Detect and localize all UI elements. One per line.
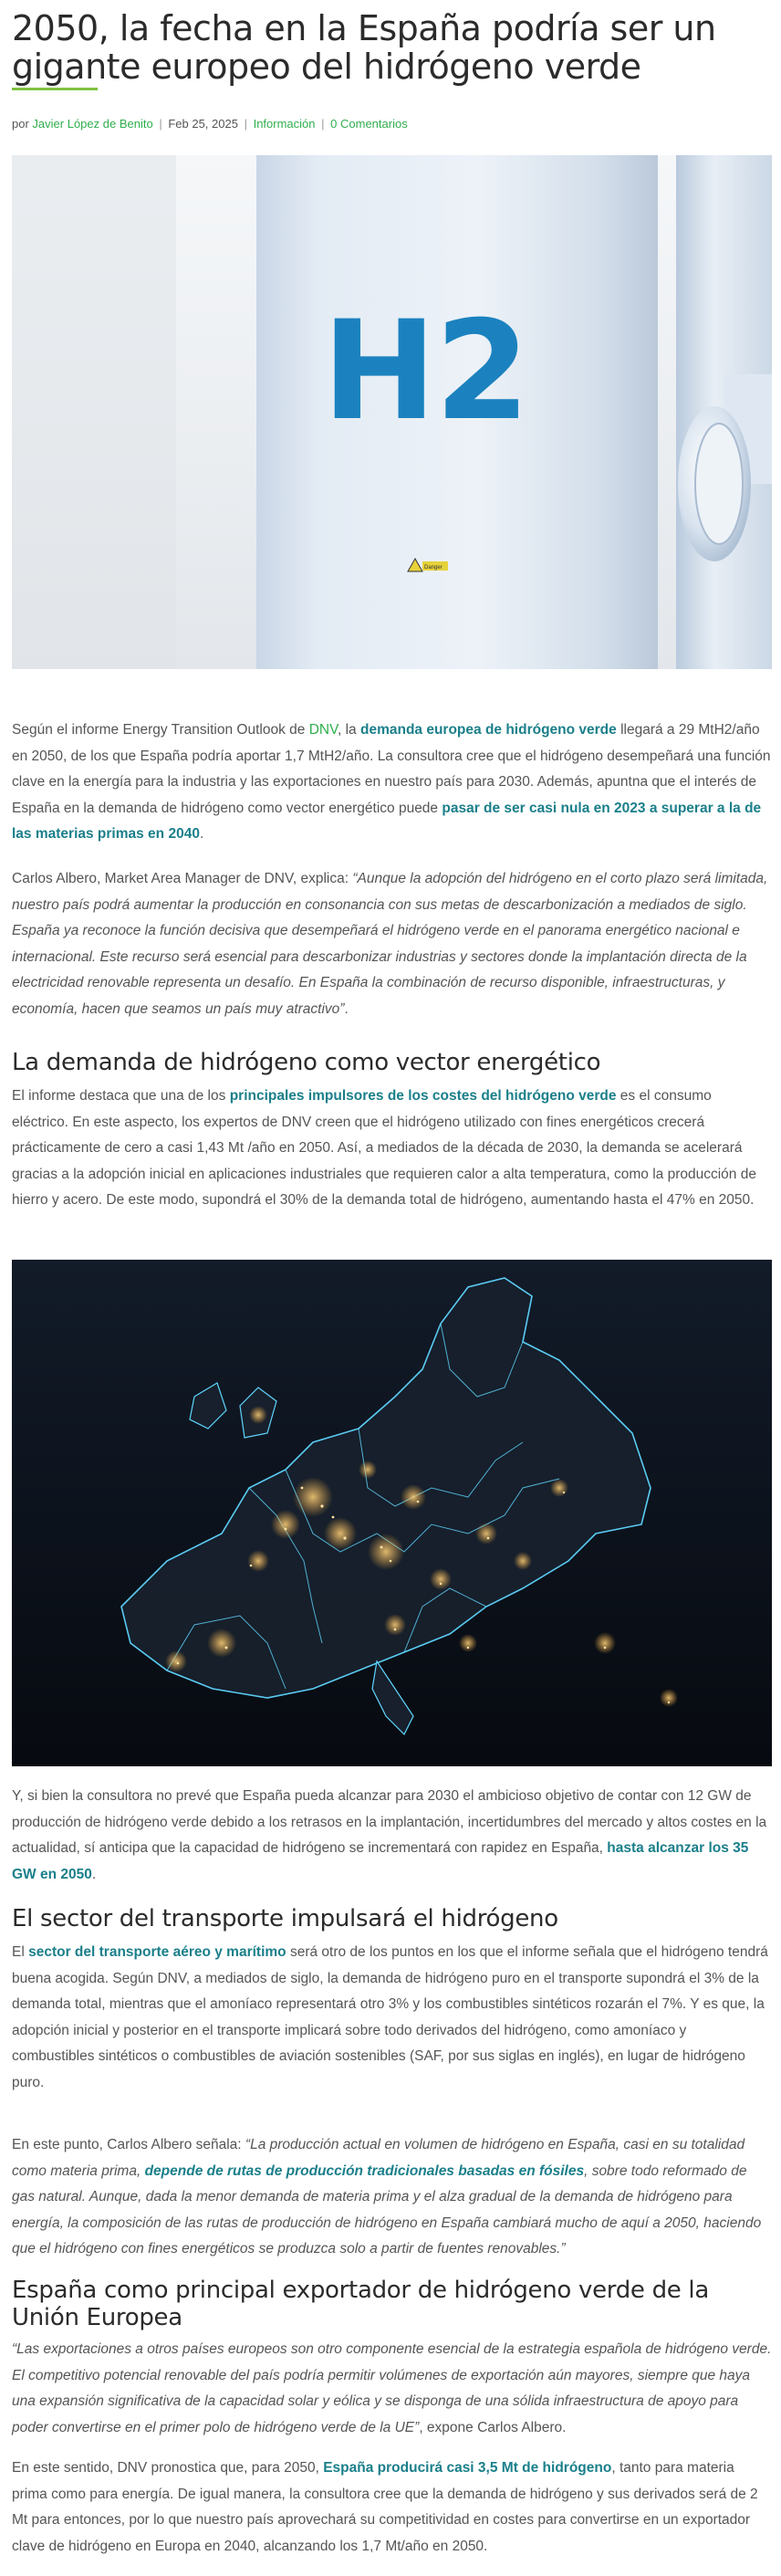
text: . [199,826,204,842]
heading-export: España como principal exportador de hidrógeno verde de la Unión Europea [12,2277,709,2331]
meta-by: por [12,117,29,131]
author-link[interactable]: Javier López de Benito [32,117,153,131]
paragraph-production [12,2456,772,2560]
post-date: Feb 25, 2025 [168,117,238,131]
paragraph-fossil-routes [12,2132,772,2263]
heading-transport: El sector del transporte impulsará el hidrógeno [12,1905,558,1932]
danger-label-text: Danger [424,565,443,571]
quote-text: “La producción actual en volumen de hidrógeno en España, casi en su totalidad como materia prima, [12,2137,745,2179]
europe-map-illustration [12,1260,772,1766]
highlight-text: sector del transporte aéreo y marítimo [28,1944,286,1960]
text: Carlos Albero, Market Area Manager de DNV, explica: [12,871,353,886]
highlight-text: depende de rutas de producción tradicionales basadas en fósiles [144,2162,585,2179]
highlight-text: España producirá casi 3,5 Mt de hidrógeno [323,2460,612,2476]
comments-link[interactable]: 0 Comentarios [330,117,408,131]
highlight-text: demanda europea de hidrógeno verde [359,722,617,738]
text: , tanto para materia prima como para energía. De igual manera, la consultora cree que la demanda de hidrógeno y sus derivados será de 2 Mt para entonces, por lo que nuestro país aprovechará su competitividad en costes para convertirse en un exportador clave de hidrógeno en Europa en 2040, alcanzando los 1,7 Mt/año en 2050. [12,2460,758,2554]
text: . [344,1000,349,1017]
hero-image-hydrogen-tank [12,155,772,669]
text: . [91,1866,97,1882]
highlight-text: principales impulsores de los costes del hidrógeno verde [229,1088,617,1104]
paragraph-intro [12,717,772,848]
category-link[interactable]: Información [253,117,316,131]
dnv-link[interactable]: DNV [308,722,338,738]
text: El [12,1944,29,1960]
quote-text: “Las exportaciones a otros países europeos son otro componente esencial de la estrategia española de hidrógeno verde. El competitivo potencial renovable del país podría permitir volúmenes de exportación aún mayores, siempre que haya una expansión significativa de la capacidad solar y eólica y se disponga de una sólida infraestructura de apoyo para poder convertirse en el primer polo de hidrógeno verde de la UE” [12,2341,772,2435]
hero-h2-label: H2 [322,292,528,451]
meta-separator: | [244,117,247,131]
quote-text: “Aunque la adopción del hidrógeno en el corto plazo será limitada, nuestro país podrá aumentar la producción en consonancia con sus metas de descarbonización a mediados de siglo. España ya reconoce la función decisiva que desempeñará el hidrógeno verde en el panorama energético nacional e internacional. Este recurso será esencial para descarbonizar industrias y sectores donde la implantación directa de la electricidad renovable representa un desafío. En España la combinación de recurso disponible, infraestructuras, y economía, hacen que seamos un país muy atractivo” [12,871,768,1017]
paragraph-quote-albero [12,866,772,1022]
highlight-text: pasar de ser casi nula en 2023 a superar a la de las materias primas en 2040 [12,800,762,842]
title-underline [12,88,98,90]
text: En este punto, Carlos Albero señala: [12,2137,245,2152]
text: es el consumo eléctrico. En este aspecto, los expertos de DNV creen que el hidrógeno utilizado con fines energéticos crecerá prácticamente de cero a casi 1,43 Mt /año en 2050. Así, a mediados de la década de 2030, la demanda se acelerará gracias a la adopción inicial en aplicaciones industriales que requieren calor a alta temperatura, como la producción de hierro y acero. De este modo, supondrá el 30% de la demanda total de hidrógeno, aumentando hasta el 47% en 2050. [12,1088,756,1208]
text: El informe destaca que una de los [12,1088,230,1104]
text: será otro de los puntos en los que el informe señala que el hidrógeno tendrá buena acogida. Según DNV, a mediados de siglo, la demanda de hidrógeno puro en el transporte supondrá el 3% de la demanda total, mientras que el amoníaco representará otro 3% y los combustibles sintéticos rozarán el 7%. Y es que, la adopción inicial y posterior en el transporte implicará sobre todo derivados del hidrógeno, como amoníaco y combustibles sintéticos o combustibles de aviación sostenibles (SAF, por sus siglas en inglés), en lugar de hidrógeno puro. [12,1944,768,2090]
text: , expone Carlos Albero. [419,2419,567,2435]
paragraph-export-quote [12,2337,772,2441]
meta-separator: | [159,117,162,131]
heading-demand: La demanda de hidrógeno como vector energético [12,1049,601,1076]
paragraph-transport [12,1940,772,2096]
text: llegará a 29 MtH2/año en 2050, de los que España podría aportar 1,7 MtH2/año. La consultora cree que el hidrógeno desempeñará una función clave en la energía para la industria y las exportaciones en nuestro país para 2030. Además, apuntna que el interés de España en la demanda de hidrógeno como vector energético puede [12,722,771,816]
text: En este sentido, DNV pronostica que, para 2050, [12,2460,324,2476]
paragraph-capacity [12,1784,772,1888]
meta-separator: | [321,117,325,131]
post-meta [12,117,769,133]
highlight-text: hasta alcanzar los 35 GW en 2050 [12,1840,749,1882]
text: , la [338,722,360,738]
quote-text: , sobre todo reformado de gas natural. Aunque, dada la menor demanda de materia prima y el alza gradual de la demanda de hidrógeno para energía, la composición de las rutas de producción de hidrógeno en España cambiará mucho de aquí a 2050, haciendo que el hidrógeno con fines energéticos se produzca solo a partir de fuentes renovables.” [12,2162,762,2257]
text: Y, si bien la consultora no prevé que España pueda alcanzar para 2030 el ambicioso objetivo de contar con 12 GW de producción de hidrógeno verde debido a los retrasos en la implantación, incertidumbres del mercado y altos costes en la actualidad, sí anticipa que la capacidad de hidrógeno se incrementará con rapidez en España, [12,1788,767,1856]
text: Según el informe Energy Transition Outlook de [12,722,309,738]
paragraph-demand [12,1084,772,1214]
europe-night-map-image [12,1260,772,1766]
article-title: 2050, la fecha en la España podría ser un gigante europeo del hidrógeno verde [12,8,716,87]
